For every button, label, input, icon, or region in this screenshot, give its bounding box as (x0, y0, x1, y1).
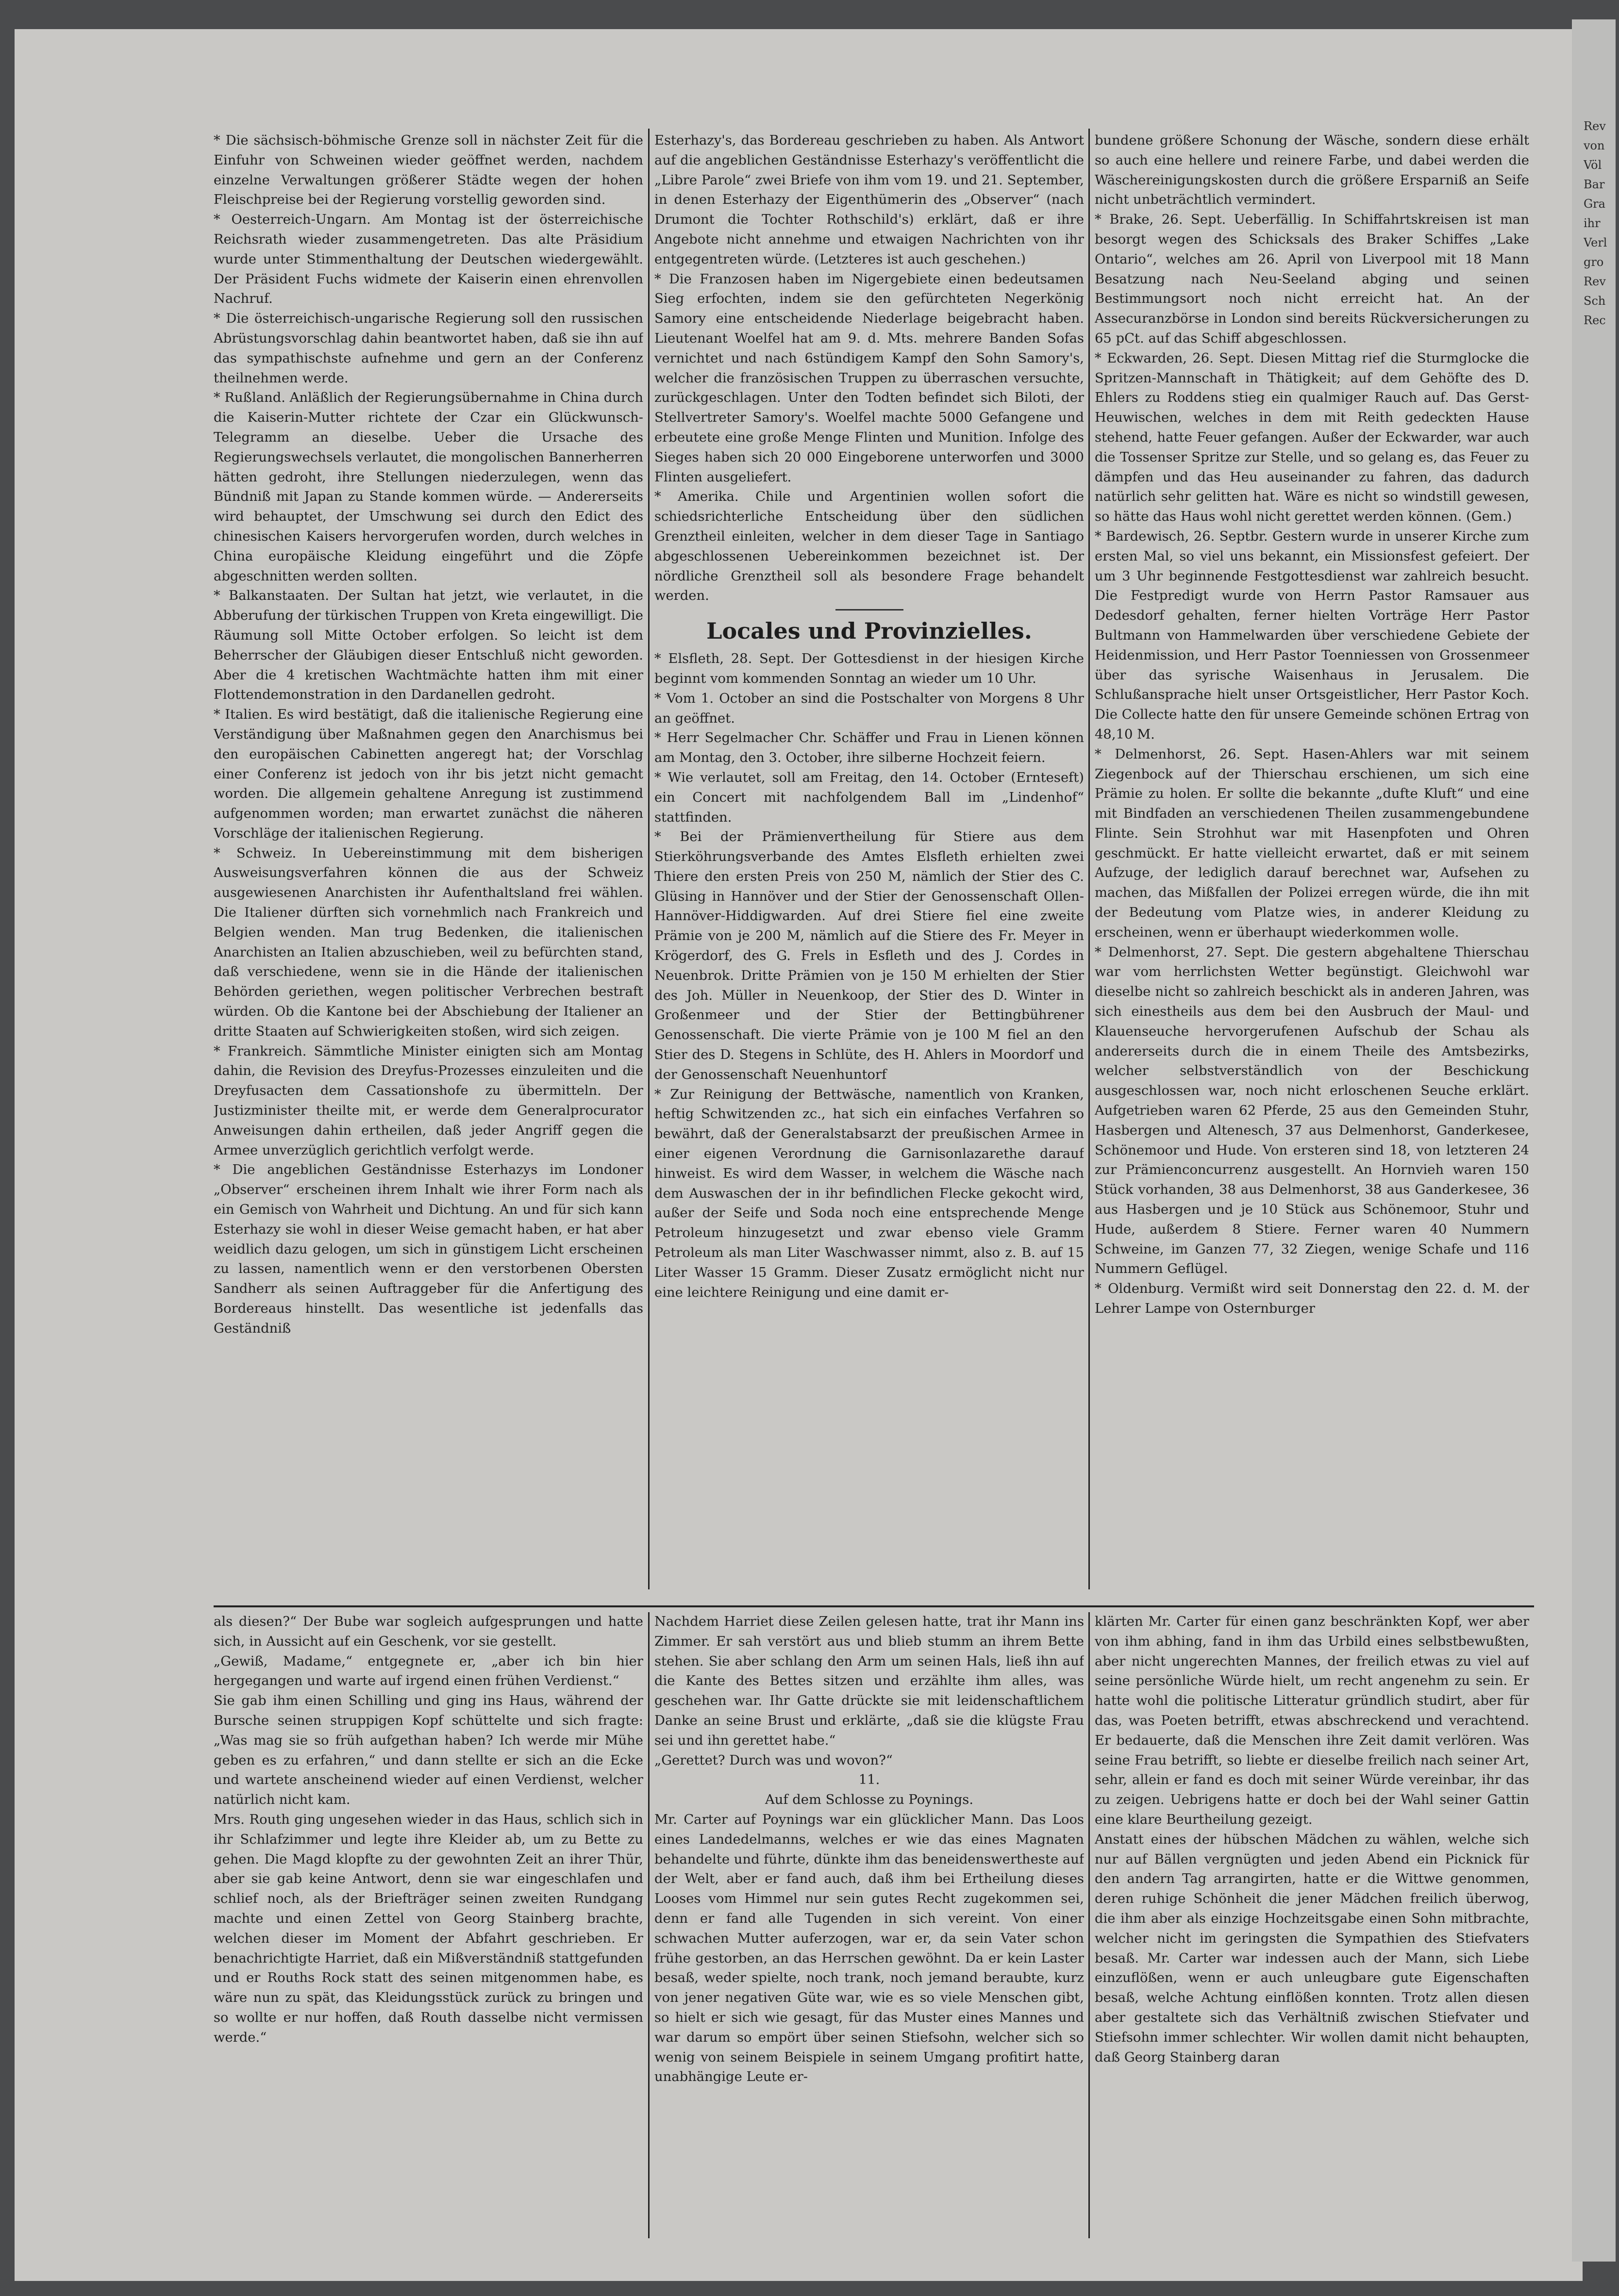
paragraph: Mr. Carter auf Poynings war ein glücklicher Mann. Das Loos eines Landedelmanns, welches er wie das eines Magnaten behandelte und führte, dünkte ihm das beneidenswertheste auf der Welt, aber er fand auch, daß ihm bei Ertheilung dieses Looses vom Himmel nur sein gutes Recht zugekommen sei, denn er fand alle Tugenden in sich vereint. Von einer schwachen Mutter auferzogen, war er, da sein Vater schon frühe gestorben, an das Herrschen gewöhnt. Da er kein Laster besaß, weder spielte, noch trank, noch jemand beraubte, kurz von jener negativen Güte war, wie es so viele Menschen gibt, so hielt er sich wie gesagt, für das Muster eines Mannes und war darum so empört über seinen Stiefsohn, welcher sich so wenig von seinem Beispiele in seinem Umgang profitirt hatte, unabhängige Leute er- (654, 1812, 1084, 2085)
paragraph: * Oesterreich-Ungarn. Am Montag ist der österreichische Reichsrath wieder zusammengetreten. Das alte Präsidium wurde unter Stimmenthaltung der Deutschen wiedergewählt. Der Präsident Fuchs widmete der Kaiserin einen ehrenvollen Nachruf. (214, 212, 643, 307)
paragraph: * Oldenburg. Vermißt wird seit Donnerstag den 22. d. M. der Lehrer Lampe von Osternburger (1095, 1281, 1529, 1317)
paragraph: * Die österreichisch-ungarische Regierung soll den russischen Abrüstungsvorschlag dahin beantwortet haben, daß sie ihn auf das sympathischste aufnehme und gern an der Conferenz theilnehmen werde. (214, 311, 643, 386)
news-column-1 (214, 131, 643, 1592)
adjacent-page-edge (1572, 19, 1616, 2262)
margin-fragment: Verl (1584, 236, 1607, 249)
paragraph: * Bei der Prämienvertheilung für Stiere aus dem Stierköhrungsverbande des Amtes Elsfleth erhielten zwei Thiere den ersten Preis von 250 M, nämlich der Stier des C. Glüsing in Hannöver und der Stier der Genossenschaft Ollen-Hannöver-Hiddigwarden. Auf drei Stiere fiel eine zweite Prämie von je 200 M, nämlich auf die Stiere des Fr. Meyer in Krögerdorf, des G. Frels in Esfleth und des J. Cordes in Neuenbrok. Dritte Prämien von je 150 M erhielten der Stier des Joh. Müller in Neuenkoop, der Stier des D. Winter in Großenmeer und der Stier der Bettingbührener Genossenschaft. Die vierte Prämie von je 100 M fiel an den Stier des D. Stegens in Schlüte, des H. Ahlers in Moordorf und der Genossenschaft Neuenhuntorf (654, 829, 1084, 1082)
column-rule (648, 129, 650, 1589)
margin-fragment: Gra (1584, 197, 1605, 211)
paragraph: * Die angeblichen Geständnisse Esterhazys im Londoner „Observer“ erscheinen ihrem Inhalt wie ihrer Form nach als ein Gemisch von Wahrheit und Dichtung. An und für sich kann Esterhazy sie wohl in dieser Weise gemacht haben, er hat aber weidlich dazu gelogen, um sich in günstigem Licht erscheinen zu lassen, namentlich wenn er den verstorbenen Obersten Sandherr als seinen Auftraggeber für die Anfertigung des Bordereaus hinstellt. Das wesentliche ist jedenfalls das Geständniß (214, 1162, 643, 1336)
paragraph: Anstatt eines der hübschen Mädchen zu wählen, welche sich nur auf Bällen vergnügten und jeden Abend ein Picknick für den andern Tag arrangirten, hatte er die Wittwe genommen, deren ruhige Schönheit die jener Mädchen freilich überwog, die ihm aber als einzige Hochzeitsgabe einen Sohn mitbrachte, welcher nicht im geringsten die Sympathien des Stiefvaters besaß. Mr. Carter war indessen auch der Mann, sich Liebe einzuflößen, wenn er auch unleugbare gute Eigenschaften besaß, welche Achtung einflößen konnten. Trotz allen diesen aber gestaltete sich das Verhältniß zwischen Stiefvater und Stiefsohn immer schlechter. Wir wollen damit nicht behaupten, daß Georg Stainberg daran (1095, 1832, 1529, 2065)
paragraph: * Italien. Es wird bestätigt, daß die italienische Regierung eine Verständigung über Maßnahmen gegen den Anarchismus bei den europäischen Cabinetten angeregt hat; der Vorschlag einer Conferenz ist jedoch von ihr bis jetzt nicht gemacht worden. Die allgemein gehaltene Anregung ist zustimmend aufgenommen worden; man erwartet zunächst die näheren Vorschläge der italienischen Regierung. (214, 707, 643, 841)
paragraph: als diesen?“ Der Bube war sogleich aufgesprungen und hatte sich, in Aussicht auf ein Geschenk, vor sie gestellt. (214, 1614, 643, 1649)
divider (835, 609, 903, 611)
margin-fragment: ihr (1584, 216, 1601, 230)
paragraph: „Gerettet? Durch was und wovon?“ (654, 1752, 893, 1768)
paragraph: „Gewiß, Madame,“ entgegnete er, „aber ich bin hier hergegangen und warte auf irgend einen frühen Verdienst.“ (214, 1653, 643, 1689)
paragraph: * Die Franzosen haben im Nigergebiete einen bedeutsamen Sieg erfochten, indem sie den gefürchteten Negerkönig Samory eine entscheidende Niederlage beigebracht haben. Lieutenant Woelfel hat am 9. d. Mts. mehrere Banden Sofas vernichtet und nach 6stündigem Kampf den Sohn Samory's, welcher die französischen Truppen zu überraschen versuchte, zurückgeschlagen. Unter den Todten befindet sich Biloti, der Stellvertreter Samory's. Woelfel machte 5000 Gefangene und erbeutete eine große Menge Flinten und Munition. Infolge des Sieges haben sich 20 000 Eingeborene unterworfen und 3000 Flinten ausgeliefert. (654, 271, 1084, 485)
column-rule (1088, 1612, 1090, 2238)
feuilleton-column-1 (214, 1612, 643, 2243)
paragraph: * Schweiz. In Uebereinstimmung mit dem bisherigen Ausweisungsverfahren können die aus der Schweiz ausgewiesenen Anarchisten ihr Aufenthaltsland frei wählen. Die Italiener dürften sich vornehmlich nach Frankreich und Belgien wenden. Man trug Bedenken, die italienischen Anarchisten an Italien abzuschieben, weil zu befürchten stand, daß verschiedene, wenn sie in die Hände der italienischen Behörden geriethen, wegen politischer Verbrechen bestraft würden. Ob die Kantone bei der Abschiebung der Italiener an dritte Staaten auf Schwierigkeiten stoßen, wird sich zeigen. (214, 845, 643, 1039)
paragraph: * Bardewisch, 26. Septbr. Gestern wurde in unserer Kirche zum ersten Mal, so viel uns bekannt, ein Missionsfest gefeiert. Der um 3 Uhr beginnende Festgottesdienst war zahlreich besucht. Die Festpredigt wurde von Herrn Pastor Ramsauer aus Dedesdorf gehalten, ferner hielten Vorträge Herr Pastor Bultmann von Hammelwarden über verschiedene Gebiete der Heidenmission, und Herr Pastor Toenniessen von Grossenmeer über das syrische Waisenhaus in Jerusalem. Die Schlußansprache hielt unser Ortsgeistlicher, Herr Pastor Koch. Die Collecte hatte den für unsere Gemeinde schönen Ertrag von 48,10 M. (1095, 529, 1529, 742)
margin-fragment: Rec (1584, 314, 1606, 327)
paragraph: Esterhazy's, das Bordereau geschrieben zu haben. Als Antwort auf die angeblichen Geständnisse Esterhazy's veröffentlicht die „Libre Parole“ zwei Briefe von ihm vom 19. und 21. September, in denen Esterhazy der Eigenthümerin des „Observer“ (nach Drumont die Tochter Rothschild's) erklärt, daß er ihre Angebote nicht annehme und etwaigen Nachrichten von ihr entgegentreten würde. (Letzteres ist auch geschehen.) (654, 133, 1084, 267)
paragraph: Mrs. Routh ging ungesehen wieder in das Haus, schlich sich in ihr Schlafzimmer und legte ihre Kleider ab, um zu Bette zu gehen. Die Magd klopfte zu der gewohnten Zeit an ihrer Thür, aber sie gab keine Antwort, denn sie war eingeschlafen und schlief noch, als der Briefträger seinen zweiten Rundgang machte und einen Zettel von Georg Stainberg brachte, welchen dieser im Moment der Abfahrt geschrieben. Er benachrichtigte Harriet, daß ein Mißverständniß stattgefunden und er Rouths Rock statt des seinen mitgenommen habe, es wäre nun zu spät, das Kleidungsstück zurück zu bringen und so wollte er nur hoffen, daß Routh dasselbe nicht vermissen werde.“ (214, 1812, 643, 2045)
margin-fragment: von (1584, 139, 1605, 152)
adjacent-page-text (1584, 116, 1613, 330)
margin-fragment: Bar (1584, 178, 1605, 191)
margin-fragment: Sch (1584, 294, 1606, 308)
paragraph: * Herr Segelmacher Chr. Schäffer und Frau in Lienen können am Montag, den 3. October, ihre silberne Hochzeit feiern. (654, 730, 1084, 766)
paragraph: Nachdem Harriet diese Zeilen gelesen hatte, trat ihr Mann ins Zimmer. Er sah verstört aus und blieb stumm an ihrem Bette stehen. Sie aber schlang den Arm um seinen Hals, ließ ihn auf die Kante des Bettes sitzen und erzählte ihm alles, was geschehen war. Ihr Gatte drückte sie mit leidenschaftlichem Danke an seine Brust und erklärte, „daß sie die klügste Frau sei und ihn gerettet habe.“ (654, 1614, 1084, 1748)
news-column-2 (654, 131, 1084, 1592)
paragraph: * Vom 1. October an sind die Postschalter von Morgens 8 Uhr an geöffnet. (654, 691, 1084, 726)
margin-fragment: Völ (1584, 158, 1602, 172)
paragraph: * Eckwarden, 26. Sept. Diesen Mittag rief die Sturmglocke die Spritzen-Mannschaft in Thätigkeit; auf dem Gehöfte des D. Ehlers zu Roddens stieg ein qualmiger Rauch auf. Das Gerst-Heuwischen, welches in dem mit Reith gedeckten Hause stehend, hatte Feuer gefangen. Außer der Eckwarder, war auch die Tossenser Spritze zur Stelle, und so gelang es, das Feuer zu dämpfen und das Heu auseinander zu fahren, das dadurch natürlich sehr gelitten hat. Wäre es nicht so windstill gewesen, so hätte das Haus wohl nicht gerettet werden können. (Gem.) (1095, 350, 1529, 525)
paragraph: * Balkanstaaten. Der Sultan hat jetzt, wie verlautet, in die Abberufung der türkischen Truppen von Kreta eingewilligt. Die Räumung soll Mitte October erfolgen. So leicht ist dem Beherrscher der Gläubigen dieser Entschluß nicht geworden. Aber die 4 kretischen Wachtmächte hatten ihm mit einer Flottendemonstration in den Dardanellen gedroht. (214, 588, 643, 703)
paragraph: Sie gab ihm einen Schilling und ging ins Haus, während der Bursche seinen struppigen Kopf schüttelte und sich fragte: „Was mag sie so früh aufgethan haben? Ich werde mir Mühe geben es zu erfahren,“ und dann stellte er sich an die Ecke und wartete anscheinend wieder auf einen Verdienst, welcher natürlich nicht kam. (214, 1693, 643, 1808)
paragraph: bundene größere Schonung der Wäsche, sondern diese erhält so auch eine hellere und reinere Farbe, und dabei werden die Wäschereinigungskosten durch die größere Ersparniß an Seife nicht unbeträchtlich vermindert. (1095, 133, 1529, 208)
newspaper-page (15, 29, 1583, 2281)
feuilleton-column-2 (654, 1612, 1084, 2243)
news-column-3 (1095, 131, 1529, 1592)
margin-fragment: Rev (1584, 119, 1606, 133)
section-heading: Locales und Provinzielles. (706, 618, 1032, 644)
paragraph: * Brake, 26. Sept. Ueberfällig. In Schiffahrtskreisen ist man besorgt wegen des Schicksals des Braker Schiffes „Lake Ontario“, welches am 26. April von Liverpool mit 18 Mann Besatzung nach Neu-Seeland abging und seinen Bestimmungsort noch nicht erreicht hat. An der Assecuranzbörse in London sind bereits Rückversicherungen zu 65 pCt. auf das Schiff abgeschlossen. (1095, 212, 1529, 346)
paragraph: * Wie verlautet, soll am Freitag, den 14. October (Ernteseft) ein Concert mit nachfolgendem Ball im „Lindenhof“ stattfinden. (654, 770, 1084, 825)
paragraph: klärten Mr. Carter für einen ganz beschränkten Kopf, wer aber von ihm abhing, fand in ihm das Urbild eines selbstbewußten, aber nicht ungerechten Mannes, der freilich etwas zu viel auf seine persönliche Würde hielt, um recht angenehm zu sein. Er hatte wohl die politische Litteratur gründlich studirt, aber für das, was Poeten betrifft, etwas abschreckend und verachtend. Er bedauerte, daß die Menschen ihre Zeit damit verlören. Was seine Frau betrifft, so liebte er dieselbe freilich nach seiner Art, sehr, allein er fand es doch mit seiner Würde vereinbar, ihr das zu zeigen. Uebrigens hatte er doch bei der Wahl seiner Gattin eine klare Beurtheilung gezeigt. (1095, 1614, 1529, 1827)
paragraph: * Rußland. Anläßlich der Regierungsübernahme in China durch die Kaiserin-Mutter richtete der Czar ein Glückwunsch-Telegramm an dieselbe. Ueber die Ursache des Regierungswechsels verlautet, die mongolischen Bannerherren hätten gedroht, ihre Stellungen niederzulegen, wenn das Bündniß mit Japan zu Stande kommen würde. — Andererseits wird behauptet, der Umschwung sei durch den Edict des chinesischen Kaisers hervorgerufen worden, durch welches in China europäische Kleidung eingeführt und die Zöpfe abgeschnitten werden sollten. (214, 390, 643, 584)
feuilleton-divider (214, 1605, 1534, 1607)
paragraph: * Zur Reinigung der Bettwäsche, namentlich von Kranken, heftig Schwitzenden zc., hat sich ein einfaches Verfahren so bewährt, daß der Generalstabsarzt der preußischen Armee in einer eigenen Verordnung die Garnisonlazarethe darauf hinweist. Es wird dem Wasser, in welchem die Wäsche nach dem Auswaschen der in ihr befindlichen Flecke gekocht wird, außer der Seife und Soda noch eine entsprechende Menge Petroleum hinzugesetzt und zwar ebenso viele Gramm Petroleum als man Liter Waschwasser nimmt, also z. B. auf 15 Liter Wasser 15 Gramm. Dieser Zusatz ermöglicht nicht nur eine leichtere Reinigung und eine damit er- (654, 1087, 1084, 1300)
margin-fragment: gro (1584, 255, 1604, 269)
paragraph: * Delmenhorst, 27. Sept. Die gestern abgehaltene Thierschau war vom herrlichsten Wetter begünstigt. Gleichwohl war dieselbe nicht so zahlreich beschickt als in anderen Jahren, was sich einestheils aus dem bei den Ausbruch der Maul- und Klauenseuche hervorgerufenen Aufschub der Schau als andererseits durch die in einem Theile des Amtsbezirks, welcher selbstverständlich von der Beschickung ausgeschlossen war, noch nicht erloschenen Seuche erklärt. Aufgetrieben waren 62 Pferde, 25 aus den Gemeinden Stuhr, Hasbergen und Altenesch, 37 aus Delmenhorst, Ganderkesee, Schönemoor und Hude. Von ersteren sind 18, von letzteren 24 zur Prämienconcurrenz ausgestellt. An Hornvieh waren 150 Stück vorhanden, 38 aus Delmenhorst, 38 aus Ganderkesee, 36 aus Hasbergen und je 10 Stück aus Schönemoor, Stuhr und Hude, außerdem 8 Stiere. Ferner waren 40 Nummern Schweine, im Ganzen 77, 32 Ziegen, wenige Schafe und 116 Nummern Geflügel. (1095, 944, 1529, 1277)
paragraph: * Delmenhorst, 26. Sept. Hasen-Ahlers war mit seinem Ziegenbock auf der Thierschau erschienen, um sich eine Prämie zu holen. Er sollte die bekannte „dufte Kluft“ und eine mit Bindfaden an verschiedenen Theilen zusammengebundene Flinte. Sein Strohhut war mit Hasenpfoten und Ohren geschmückt. Er hatte vielleicht erwartet, daß er mit seinem Aufzuge, der lediglich darauf berechnet war, Aufsehen zu machen, das Mißfallen der Polizei erregen würde, die ihn mit der Bedeutung vom Platze wies, in anderer Kleidung zu erscheinen, wenn er überhaupt wiederkommen wolle. (1095, 746, 1529, 940)
paragraph: * Frankreich. Sämmtliche Minister einigten sich am Montag dahin, die Revision des Dreyfus-Prozesses einzuleiten und die Dreyfusacten dem Cassationshofe zu übermitteln. Der Justizminister theilte mit, er werde dem Generalprocurator Anweisungen dahin ertheilen, daß jeder Angriff gegen die Armee unverzüglich gerichtlich verfolgt werde. (214, 1043, 643, 1158)
margin-fragment: Rev (1584, 275, 1606, 288)
column-rule (1088, 129, 1090, 1589)
column-rule (648, 1612, 650, 2238)
chapter-number: 11. (858, 1772, 880, 1788)
feuilleton-column-3 (1095, 1612, 1529, 2243)
chapter-title: Auf dem Schlosse zu Poynings. (765, 1792, 974, 1808)
paragraph: * Elsfleth, 28. Sept. Der Gottesdienst in der hiesigen Kirche beginnt vom kommenden Sonntag an wieder um 10 Uhr. (654, 651, 1084, 686)
paragraph: * Die sächsisch-böhmische Grenze soll in nächster Zeit für die Einfuhr von Schweinen wieder geöffnet werden, nachdem einzelne Verwaltungen größerer Städte wegen der hohen Fleischpreise bei der Regierung vorstellig geworden sind. (214, 133, 643, 208)
paragraph: * Amerika. Chile und Argentinien wollen sofort die schiedsrichterliche Entscheidung über den südlichen Grenztheil einleiten, welcher in dem dieser Tage in Santiago abgeschlossenen Uebereinkommen bezeichnet ist. Der nördliche Grenztheil soll als besondere Frage behandelt werden. (654, 489, 1084, 604)
